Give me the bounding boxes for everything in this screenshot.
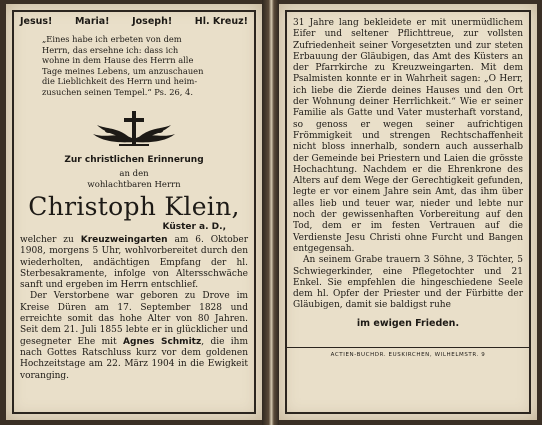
an-den-text: an den xyxy=(119,169,149,179)
text-span: welcher zu xyxy=(20,235,81,245)
verse-line: Tage meines Lebens, um anzuschauen xyxy=(42,65,204,76)
verse-line: zusuchen seinen Tempel.“ Ps. 26, 4. xyxy=(42,86,193,97)
exclamation-kreuz: Hl. Kreuz! xyxy=(194,16,248,27)
left-panel xyxy=(6,4,262,420)
left-content xyxy=(20,14,248,410)
imprint-divider xyxy=(287,347,529,348)
death-paragraph xyxy=(20,235,248,291)
deceased-role: Küster a. D., xyxy=(162,222,226,232)
left-biography xyxy=(20,235,248,382)
verse-line: Herrn, das ersehne ich: dass ich xyxy=(42,44,179,55)
birth-marriage-paragraph xyxy=(20,291,248,381)
right-content xyxy=(293,14,523,410)
right-biography xyxy=(293,18,523,312)
printer-imprint: ACTIEN-BUCHDR. EUSKIRCHEN, WILHELMSTR. 9 xyxy=(330,351,486,358)
exclamation-maria: Maria! xyxy=(74,16,110,27)
mourners-paragraph: An seinem Grabe trauern 3 Söhne, 3 Töchter, 5 Schwiegerkinder, eine Pflegetochter und 21 Enkel. Sie empfehlen die hingeschiedene Seele dem hl. Opfer der Priester und der Fürbitte der Gläubigen, damit sie baldigst ruhe xyxy=(293,255,523,311)
honorific-text: wohlachtbaren Herrn xyxy=(87,180,181,190)
exclamation-jesus: Jesus! xyxy=(20,16,53,27)
card-fold-spine xyxy=(262,0,279,425)
deceased-name: Christoph Klein, xyxy=(28,192,240,221)
place-name: Kreuzweingarten xyxy=(80,235,168,245)
exclamation-row xyxy=(20,16,248,27)
wife-name: Agnes Schmitz xyxy=(123,336,202,347)
text-span: am 6. Oktober 1908, morgens 5 Uhr, wohlvorbereitet durch den wiederholten, andächtigen Empfang der hl. Sterbesakramente, infolge von Altersschwäche sanft und ergeben im Herrn entschlief. xyxy=(20,235,249,291)
closing-line: im ewigen Frieden. xyxy=(356,317,460,329)
text-span: , die ihm nach Gottes Ratschluss kurz vor dem goldenen Hochzeitstage am 22. März 1904 in die Ewigkeit voranging. xyxy=(20,336,249,381)
text-span: Der Verstorbene war geboren zu Drove im Kreise Düren am 17. September 1828 und erreichte somit das hohe Alter von 80 Jahren. Seit dem 21. Juli 1855 lebte er in glücklicher und gesegneter Ehe mit xyxy=(20,291,248,347)
exclamation-joseph: Joseph! xyxy=(132,16,173,27)
verse-line: wohne in dem Hause des Herrn alle xyxy=(42,55,194,65)
verse-line: die Lieblichkeit des Herrn und heim- xyxy=(42,76,198,86)
verse-line: „Eines habe ich erbeten von dem xyxy=(42,34,182,44)
right-panel xyxy=(279,4,537,420)
service-paragraph: 31 Jahre lang bekleidete er mit unermüdlichem Eifer und seltener Pflichttreue, zur vollsten Zufriedenheit seiner Vorgesetzten und zur steten Erbauung der Gläubigen, das Amt des Küsters an der Pfarrkirche zu Kreuzweingarten. Mit dem Psalmisten konnte er in Wahrheit sagen: „O Herr, ich liebe die Zierde deines Hauses und den Ort der Wohnung deiner Herrlichkeit.“ Wie er seiner Familie als Gatte und Vater musterhaft vorstand, so genoss er wegen seiner aufrichtigen Frömmigkeit und strengen Rechtschaffenheit nicht bloss innerhalb, sondern auch ausserhalb der Gemeinde bei Priestern und Laien die grösste Hochachtung. Nachdem er die Ehrenkrone des Alters auf dem Wege der Gerechtigkeit gefunden, legte er vor einem Jahre sein Amt, das ihm über alles lieb und teuer war, nieder und lebte nur noch der gewissenhaften Vorbereitung auf den Tod, dem er im festen Vertrauen auf die Verdienste Jesu Christi ohne Furcht und Bangen entgegensah. xyxy=(293,18,523,254)
memorial-heading: Zur christlichen Erinnerung xyxy=(64,155,204,165)
psalm-verse xyxy=(42,34,244,97)
cross-ornament-icon xyxy=(20,109,248,149)
